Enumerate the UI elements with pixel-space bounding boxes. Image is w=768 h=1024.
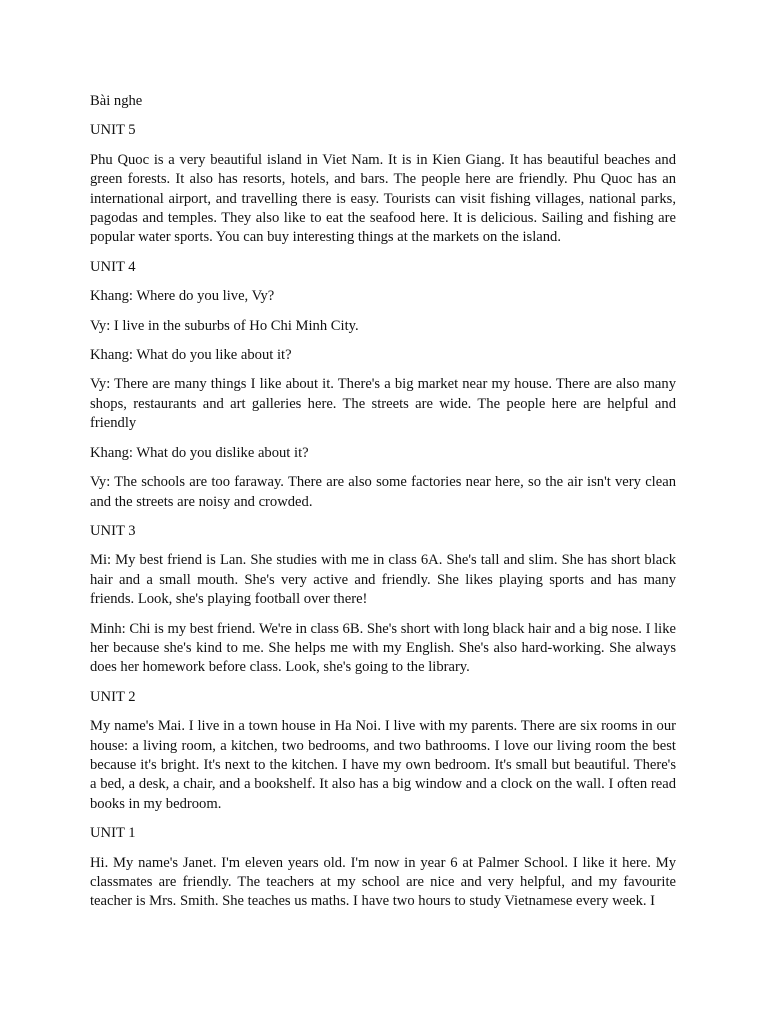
section-heading: UNIT 1 — [90, 825, 136, 842]
document-title: Bài nghe — [90, 93, 143, 109]
section-unit-4 — [90, 258, 676, 512]
paragraph: Mi: My best friend is Lan. She studies with me in class 6A. She's tall and slim. She has short black hair and a small mouth. She's very active and friendly. She likes playing sports and has many friends. Look, she's playing football over there! — [90, 552, 676, 608]
dialogue-line: Khang: Where do you live, Vy? — [90, 288, 275, 305]
dialogue-line: Khang: What do you dislike about it? — [90, 444, 309, 461]
paragraph: Phu Quoc is a very beautiful island in Viet Nam. It is in Kien Giang. It has beautiful beaches and green forests. It also has resorts, hotels, and bars. The people here are friendly. Phu Quoc has an international airport, and travelling there is easy. Tourists can visit fishing villages, national parks, pagodas and temples. They also like to eat the seafood here. It is delicious. Sailing and fishing are popular water sports. You can buy interesting things at the markets on the island. — [90, 151, 676, 246]
section-heading: UNIT 2 — [90, 688, 136, 705]
section-unit-5 — [90, 121, 676, 247]
dialogue-line: Vy: I live in the suburbs of Ho Chi Minh City. — [90, 317, 359, 334]
paragraph: My name's Mai. I live in a town house in Ha Noi. I live with my parents. There are six rooms in our house: a living room, a kitchen, two bedrooms, and two bathrooms. I love our living room the best because it's bright. It's next to the kitchen. I have my own bedroom. It's small but beautiful. There's a bed, a desk, a chair, and a bookshelf. It also has a big window and a clock on the wall. I often read books in my bedroom. — [90, 718, 676, 812]
dialogue-line: Khang: What do you like about it? — [90, 347, 292, 364]
section-unit-1 — [90, 824, 676, 912]
section-heading: UNIT 4 — [90, 258, 136, 275]
dialogue-line: Vy: The schools are too faraway. There are also some factories near here, so the air isn't very clean and the streets are noisy and crowded. — [90, 474, 676, 510]
paragraph: Hi. My name's Janet. I'm eleven years old. I'm now in year 6 at Palmer School. I like it here. My classmates are friendly. The teachers at my school are nice and very helpful, and my favourite teacher is Mrs. Smith. She teaches us maths. I have two hours to study Vietnamese every week. I — [90, 854, 676, 910]
dialogue-line: Vy: There are many things I like about it. There's a big market near my house. There are also many shops, restaurants and art galleries here. The streets are wide. The people here are helpful and friendly — [90, 376, 676, 432]
document-page — [90, 92, 676, 922]
section-heading: UNIT 3 — [90, 522, 136, 539]
section-unit-2 — [90, 688, 676, 814]
section-heading: UNIT 5 — [90, 122, 136, 139]
section-unit-3 — [90, 522, 676, 678]
paragraph: Minh: Chi is my best friend. We're in class 6B. She's short with long black hair and a big nose. I like her because she's kind to me. She helps me with my English. She's also hard-working. She always does her homework before class. Look, she's going to the library. — [90, 620, 676, 676]
